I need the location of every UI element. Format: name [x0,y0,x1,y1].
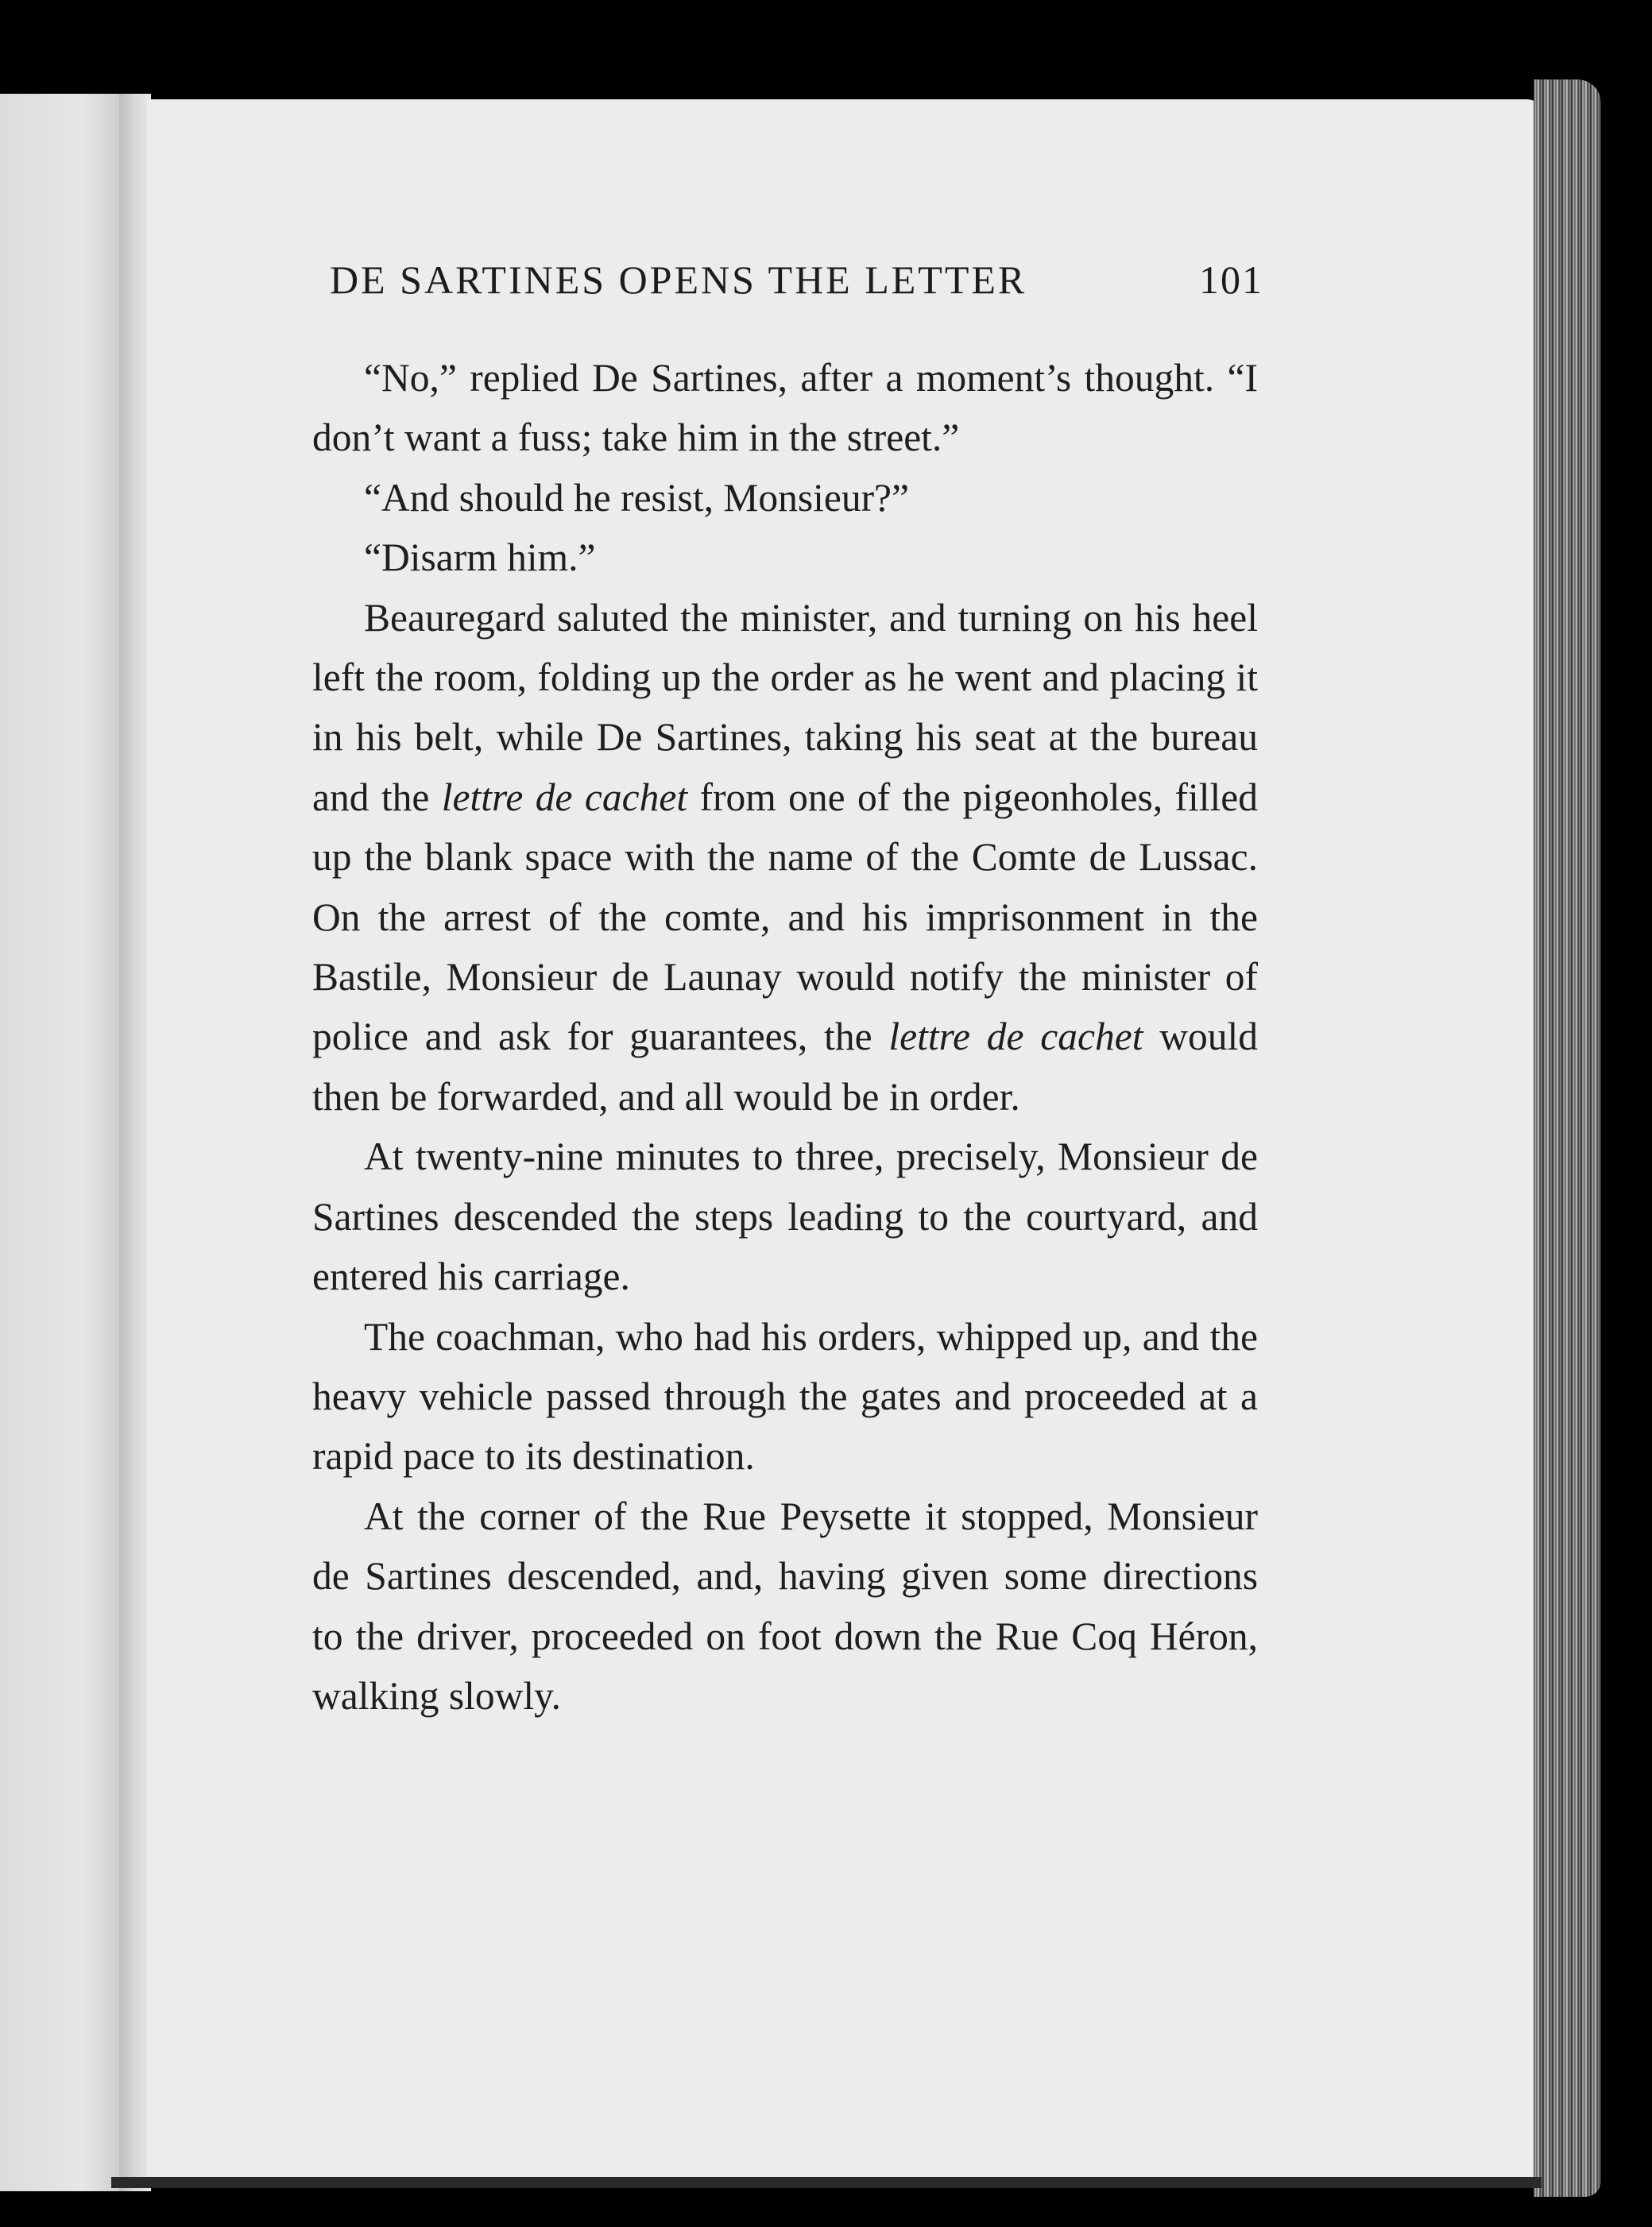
paragraph [312,1487,1258,1726]
italic-text-run: lettre de cachet [441,775,688,819]
paragraph [312,588,1258,1127]
text-run: “And should he resist, Monsieur?” [364,475,909,520]
text-run: The coachman, who had his orders, whipped up, and the heavy vehicle passed through the gates and proceeded at a rapid pace to its destination. [312,1314,1258,1479]
text-run: from one of the pigeonholes, filled up the blank space with the name of the Comte de Lussac. On the arrest of the comte, and his imprisonment in the Bastile, Monsieur de Launay would notify the minister of police and ask for guarantees, the [312,775,1258,1059]
paragraph [312,348,1258,468]
paragraph [312,528,1258,587]
body-text [312,348,1258,1726]
text-run: At twenty-nine minutes to three, precisely, Monsieur de Sartines descended the steps leading to the courtyard, and entered his carriage. [312,1135,1258,1299]
paragraph [312,468,1258,528]
page-edges [1534,79,1601,2197]
text-run: At the corner of the Rue Peysette it stopped, Monsieur de Sartines descended, and, having given some directions to the driver, proceeded on foot down the Rue Coq Héron, walking slowly. [312,1494,1258,1718]
italic-text-run: lettre de cachet [888,1015,1143,1059]
left-page-edge [0,94,119,2191]
book-gutter [119,94,151,2191]
text-run: “Disarm him.” [364,535,596,580]
paragraph [312,1307,1258,1487]
text-run: Beauregard saluted the minister, and turning on his heel left the room, folding up the order as he went and placing it in his belt, while De Sartines, taking his seat at the bureau and the [312,595,1258,819]
text-run: would then be forwarded, and all would be in order. [312,1015,1258,1119]
text-run: “No,” replied De Sartines, after a moment’s thought. “I don’t want a fuss; take him in the street.” [312,356,1258,460]
page-number: 101 [1199,257,1263,302]
running-head [330,257,1263,320]
paragraph [312,1127,1258,1306]
running-title: DE SARTINES OPENS THE LETTER [330,257,1027,302]
page-bottom-shadow [111,2177,1542,2188]
